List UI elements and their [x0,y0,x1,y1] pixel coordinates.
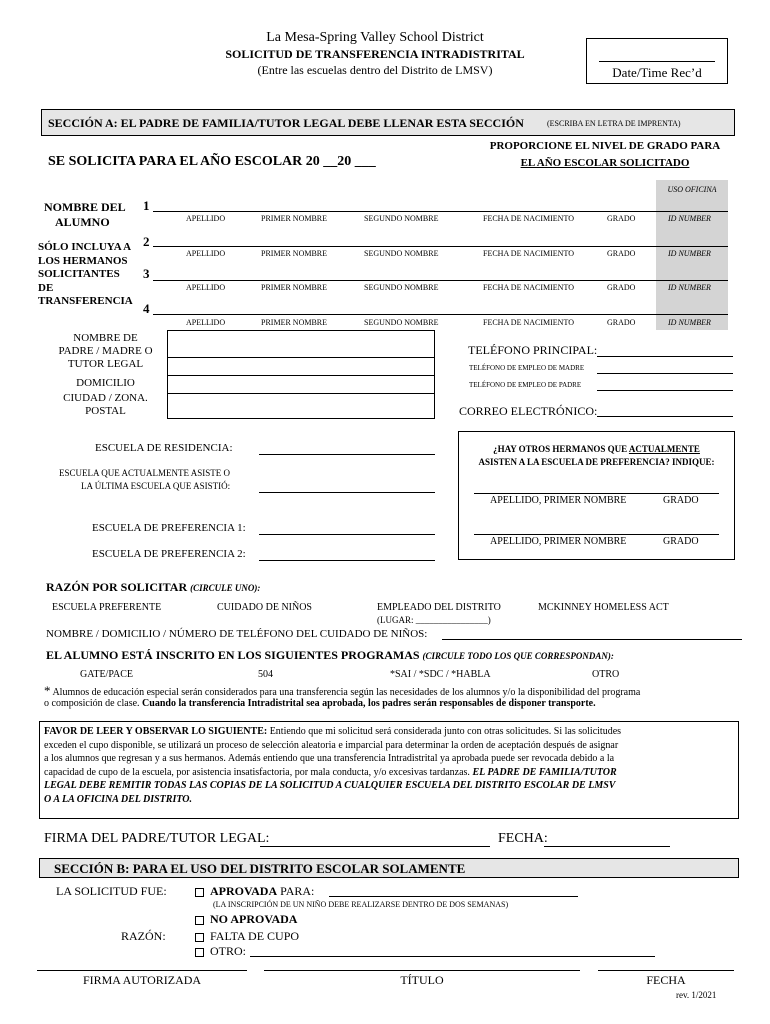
reason-title-text: RAZÓN POR SOLICITAR [46,580,188,594]
childcare-info-field[interactable] [442,639,742,640]
programs-title [46,648,614,663]
row-number: 4 [143,301,150,316]
grade-note-2: EL AÑO ESCOLAR SOLICITADO [520,157,690,169]
section-b-title: SECCIÓN B: PARA EL USO DEL DISTRITO ESCOLAR SOLAMENTE [54,861,466,876]
reason-title [46,580,260,595]
col-last-name: APELLIDO [186,214,226,223]
col-middle-name: SEGUNDO NOMBRE [364,318,439,327]
authorized-signature-label: FIRMA AUTORIZADA [82,973,202,987]
row-number: 2 [143,234,150,249]
date-line[interactable] [598,970,734,971]
approved-label: APROVADA [210,884,278,898]
notice-line: a los alumnos que regresan y a sus hermanos. Además entiendo que una transferencia Intradistrital ya aprobada puede ser revocada debido a la [44,753,615,765]
siblings-label-line: TRANSFERENCIA [38,295,133,307]
col-id-number: ID NUMBER [668,214,711,223]
city-label-line: POSTAL [85,405,126,417]
current-school-label-1: ESCUELA QUE ACTUALMENTE ASISTE O [59,468,230,478]
district-name: La Mesa-Spring Valley School District [266,30,484,45]
district-employee-location: (LUGAR: ________________) [377,615,491,625]
parent-name-label [48,332,163,371]
preference-school-2-label: ESCUELA DE PREFERENCIA 2: [92,548,246,560]
mother-work-phone-label: TELÉFONO DE EMPLEO DE MADRE [469,364,585,372]
siblings-label [38,241,133,309]
not-approved-option[interactable] [195,912,297,927]
sibling-grade-col: GRADO [663,495,699,506]
col-id-number: ID NUMBER [668,283,711,292]
student-row-line[interactable] [153,211,728,212]
authorized-signature-line[interactable] [37,970,247,971]
program-sai-sdc[interactable]: *SAI / *SDC / *HABLA [390,669,491,680]
col-last-name: APELLIDO [186,283,226,292]
col-id-number: ID NUMBER [668,249,711,258]
programs-title-text: EL ALUMNO ESTÁ INSCRITO EN LOS SIGUIENTES PROGRAMAS [46,648,420,662]
section-b-header [39,858,739,878]
sibling-name-col: APELLIDO, PRIMER NOMBRE [490,495,627,506]
col-middle-name: SEGUNDO NOMBRE [364,283,439,292]
city-zip-field[interactable] [167,393,435,419]
parent-name-field[interactable] [167,330,435,358]
col-middle-name: SEGUNDO NOMBRE [364,249,439,258]
section-a-header [41,109,735,136]
notice-line: exceden el cupo disponible, se utilizará un proceso de selección aleatoria e imparcial para determinar la orden de aceptación después de asignar [44,739,619,751]
signature-date-field[interactable] [544,846,670,847]
preference-school-2-field[interactable] [259,560,435,561]
col-grade: GRADO [607,249,636,258]
residence-school-field[interactable] [259,454,435,455]
parent-signature-label: FIRMA DEL PADRE/TUTOR LEGAL: [44,831,270,846]
no-space-option[interactable] [195,929,299,944]
other-checkbox[interactable] [195,948,204,957]
other-label: OTRO: [210,944,246,958]
col-grade: GRADO [607,318,636,327]
siblings-question-emphasis: ACTUALMENTE [628,444,700,454]
approved-checkbox[interactable] [195,888,204,897]
form-title: SOLICITUD DE TRANSFERENCIA INTRADISTRITAL [225,47,525,61]
col-grade: GRADO [607,214,636,223]
col-birth-date: FECHA DE NACIMIENTO [483,214,574,223]
special-ed-note-1 [44,683,640,699]
main-phone-label: TELÉFONO PRINCIPAL: [468,343,598,357]
request-result-label: LA SOLICITUD FUE: [56,884,167,898]
date-received-line [599,61,715,62]
col-grade: GRADO [607,283,636,292]
city-zip-label [48,392,163,418]
residence-school-label: ESCUELA DE RESIDENCIA: [95,442,233,454]
address-field[interactable] [167,375,435,394]
email-label: CORREO ELECTRÓNICO: [459,404,598,418]
preference-school-1-field[interactable] [259,534,435,535]
sibling-entry-line[interactable] [474,493,719,494]
col-first-name: PRIMER NOMBRE [261,318,328,327]
col-birth-date: FECHA DE NACIMIENTO [483,249,574,258]
transport-note: Cuando la transferencia Intradistrital sea aprobada, los padres serán responsables de disponer transporte. [142,698,596,709]
siblings-label-line: SOLICITANTES [38,268,120,280]
student-row-line[interactable] [153,246,728,247]
program-504[interactable]: 504 [258,669,273,680]
student-name-label: NOMBRE DEL [44,200,126,214]
col-first-name: PRIMER NOMBRE [261,214,328,223]
title-label: TÍTULO [400,973,444,987]
approved-option[interactable] [195,884,314,899]
signature-date-label: FECHA: [498,831,548,846]
school-year-request: SE SOLICITA PARA EL AÑO ESCOLAR 20 __20 ___ [48,154,376,169]
col-id-number: ID NUMBER [668,318,711,327]
student-label-2: ALUMNO [55,215,110,229]
grade-note-1: PROPORCIONE EL NIVEL DE GRADO PARA [489,140,721,152]
no-space-checkbox[interactable] [195,933,204,942]
approved-for-label: PARA: [277,884,315,898]
reason-label: RAZÓN: [121,929,166,943]
reason-option-district-employee[interactable]: EMPLEADO DEL DISTRITO [377,602,501,613]
notice-emphasis: O A LA OFICINA DEL DISTRITO. [44,793,193,805]
enrollment-note: (LA INSCRIPCIÓN DE UN NIÑO DEBE REALIZARSE DENTRO DE DOS SEMANAS) [213,900,509,909]
siblings-box [458,431,735,560]
notice-text [44,725,621,807]
date-received-label: Date/Time Rec’d [612,65,702,80]
col-birth-date: FECHA DE NACIMIENTO [483,283,574,292]
col-birth-date: FECHA DE NACIMIENTO [483,318,574,327]
parent-signature-field[interactable] [260,846,490,847]
date-received-box [586,38,728,84]
parent-label-line: NOMBRE DE [73,332,138,344]
other-option[interactable] [195,944,246,959]
col-last-name: APELLIDO [186,318,226,327]
siblings-label-line: SÓLO INCLUYA A [38,241,132,253]
col-first-name: PRIMER NOMBRE [261,283,328,292]
email-field[interactable] [597,416,733,417]
student-row-line[interactable] [153,280,728,281]
revision-label: rev. 1/2021 [676,990,717,1000]
print-note: (ESCRIBA EN LETRA DE IMPRENTA) [547,119,681,128]
special-ed-note-text: o composición de clase. [44,698,143,709]
reason-option-childcare[interactable]: CUIDADO DE NIÑOS [217,602,312,613]
current-school-label-2: LA ÚLTIMA ESCUELA QUE ASISTIÓ: [81,481,231,491]
special-ed-note-2 [44,698,596,709]
notice-lead: FAVOR DE LEER Y OBSERVAR LO SIGUIENTE: [44,726,268,737]
mother-work-phone-field[interactable] [597,373,733,374]
sibling-name-col: APELLIDO, PRIMER NOMBRE [490,536,627,547]
section-a-title: SECCIÓN A: EL PADRE DE FAMILIA/TUTOR LEGAL DEBE LLENAR ESTA SECCIÓN [48,116,524,130]
sibling-grade-col: GRADO [663,536,699,547]
reason-title-note: (CIRCULE UNO): [190,583,261,593]
reason-option-mckinney[interactable]: MCKINNEY HOMELESS ACT [538,602,669,613]
other-field[interactable] [250,956,655,957]
special-ed-note-text: Alumnos de educación especial serán considerados para una transferencia según las necesidades de los alumnos y/o la disponibilidad del programa [50,687,641,698]
city-label-line: CIUDAD / ZONA. [63,392,148,404]
preference-school-1-label: ESCUELA DE PREFERENCIA 1: [92,522,246,534]
row-number: 1 [143,198,150,213]
student-row-line[interactable] [153,314,728,315]
current-school-field[interactable] [259,492,435,493]
approved-for-field[interactable] [329,896,578,897]
reason-option-preferred-school[interactable]: ESCUELA PREFERENTE [52,602,162,613]
not-approved-label: NO APROVADA [210,912,298,926]
parent-label-line: TUTOR LEGAL [67,358,144,370]
program-other[interactable]: OTRO [592,669,620,680]
siblings-question-text: ¿HAY OTROS HERMANOS QUE [493,444,629,454]
sibling-entry-line[interactable] [474,534,719,535]
date-label: FECHA [646,973,686,987]
col-last-name: APELLIDO [186,249,226,258]
col-middle-name: SEGUNDO NOMBRE [364,214,439,223]
parent-name-field-2[interactable] [167,357,435,376]
father-work-phone-field[interactable] [597,390,733,391]
title-line[interactable] [264,970,580,971]
siblings-question-1 [459,444,734,454]
main-phone-field[interactable] [597,356,733,357]
program-gate-pace[interactable]: GATE/PACE [80,669,133,680]
office-use-label: USO OFICINA [667,185,717,194]
form-subtitle: (Entre las escuelas dentro del Distrito de LMSV) [257,63,493,77]
no-space-label: FALTA DE CUPO [210,929,300,943]
col-first-name: PRIMER NOMBRE [261,249,328,258]
not-approved-checkbox[interactable] [195,916,204,925]
note-star: * [44,683,51,698]
father-work-phone-label: TELÉFONO DE EMPLEO DE PADRE [469,381,582,389]
programs-title-note: (CIRCULE TODO LOS QUE CORRESPONDAN): [422,651,614,661]
notice-emphasis: EL PADRE DE FAMILIA/TUTOR [472,766,617,778]
address-label: DOMICILIO [76,377,135,389]
notice-emphasis: LEGAL DEBE REMITIR TODAS LAS COPIAS DE LA SOLICITUD A CUALQUIER ESCUELA DEL DISTRITO ESCOLAR DE LMSV [44,780,616,792]
siblings-label-line: DE [38,281,54,294]
siblings-question-2: ASISTEN A LA ESCUELA DE PREFERENCIA? INDIQUE: [478,457,715,467]
parent-label-line: PADRE / MADRE O [58,345,153,357]
row-number: 3 [143,266,150,281]
notice-box [39,721,739,819]
notice-line: Entiendo que mi solicitud será considerada junto con otras solicitudes. Si las solicitudes [267,726,622,737]
siblings-label-line: LOS HERMANOS [38,254,128,267]
notice-line: capacidad de cupo de la escuela, por asistencia insatisfactoria, por mala conducta, y/o excesivas tardanzas. [44,766,473,778]
childcare-info-label: NOMBRE / DOMICILIO / NÚMERO DE TELÉFONO DEL CUIDADO DE NIÑOS: [46,628,428,640]
